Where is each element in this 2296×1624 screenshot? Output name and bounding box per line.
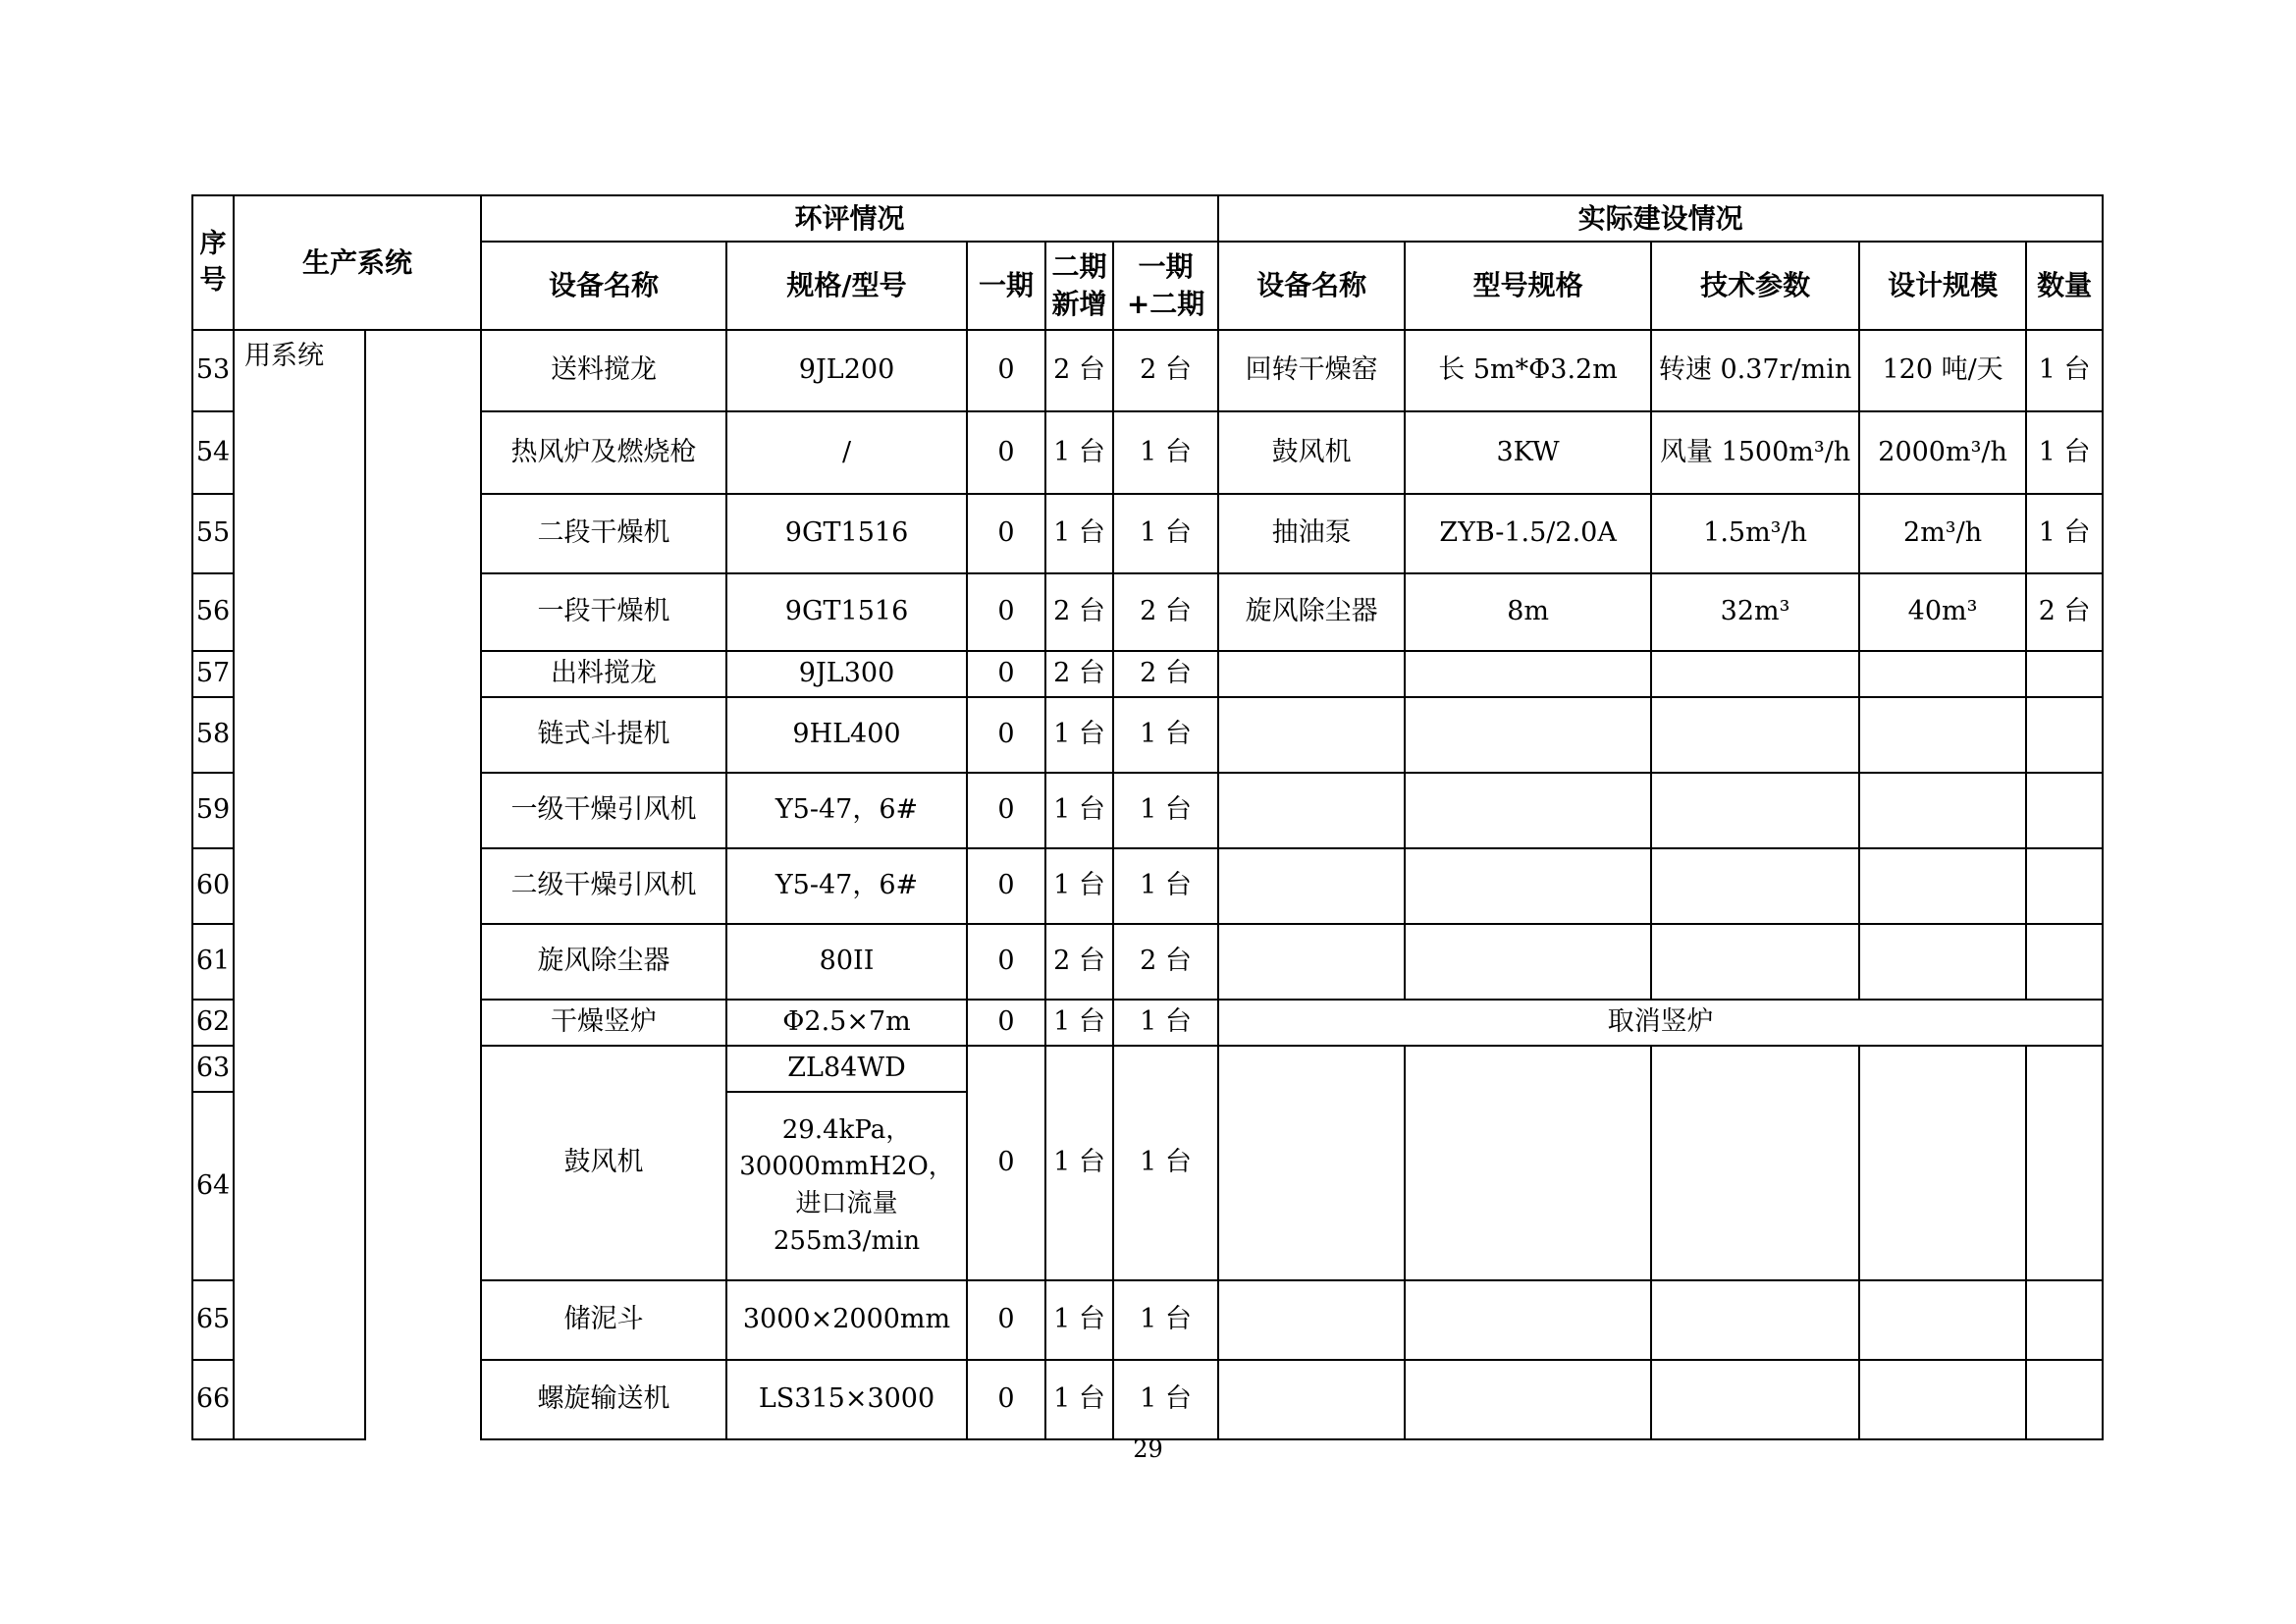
actual-model [1405, 651, 1651, 697]
total-count: 1 台 [1113, 1000, 1218, 1046]
actual-model [1405, 848, 1651, 924]
equipment-spec: 3000×2000mm [726, 1280, 967, 1360]
col-actual-name: 设备名称 [1218, 242, 1405, 330]
col-actual-param: 技术参数 [1651, 242, 1859, 330]
phase1-count: 0 [967, 848, 1045, 924]
actual-model: 长 5m*Φ3.2m [1405, 330, 1651, 411]
phase1-count: 0 [967, 494, 1045, 573]
system-header: 生产系统 [234, 195, 481, 330]
actual-name: 旋风除尘器 [1218, 573, 1405, 651]
seq-header: 序号 [192, 195, 234, 330]
header-row-1 [192, 195, 2103, 242]
equipment-name: 送料搅龙 [481, 330, 726, 411]
row-number: 65 [192, 1280, 234, 1360]
equipment-table [191, 194, 2104, 1440]
phase2-count: 1 台 [1045, 494, 1113, 573]
phase1-count: 0 [967, 330, 1045, 411]
row-number: 61 [192, 924, 234, 1000]
phase1-count: 0 [967, 697, 1045, 773]
actual-name [1218, 1280, 1405, 1360]
actual-param [1651, 1280, 1859, 1360]
total-count: 1 台 [1113, 697, 1218, 773]
actual-scale [1859, 848, 2026, 924]
col-eia-spec: 规格/型号 [726, 242, 967, 330]
actual-scale [1859, 651, 2026, 697]
actual-scale [1859, 773, 2026, 848]
row-number: 56 [192, 573, 234, 651]
equipment-spec: 9JL300 [726, 651, 967, 697]
equipment-spec: 9HL400 [726, 697, 967, 773]
equipment-name: 一段干燥机 [481, 573, 726, 651]
actual-name [1218, 773, 1405, 848]
phase2-count: 1 台 [1045, 1000, 1113, 1046]
actual-name: 回转干燥窑 [1218, 330, 1405, 411]
actual-qty [2026, 1046, 2103, 1280]
total-count: 1 台 [1113, 1280, 1218, 1360]
phase1-count: 0 [967, 1046, 1045, 1280]
actual-group-header: 实际建设情况 [1218, 195, 2103, 242]
equipment-spec: 9JL200 [726, 330, 967, 411]
total-count: 1 台 [1113, 773, 1218, 848]
actual-qty [2026, 924, 2103, 1000]
col-eia-total: 一期+二期 [1113, 242, 1218, 330]
subsystem-cell [365, 330, 481, 1439]
actual-qty [2026, 1360, 2103, 1439]
actual-model [1405, 773, 1651, 848]
equipment-spec: / [726, 411, 967, 494]
actual-qty [2026, 773, 2103, 848]
phase2-count: 2 台 [1045, 651, 1113, 697]
actual-param [1651, 848, 1859, 924]
col-actual-qty: 数量 [2026, 242, 2103, 330]
actual-name [1218, 697, 1405, 773]
phase1-count: 0 [967, 773, 1045, 848]
actual-qty: 1 台 [2026, 411, 2103, 494]
phase2-count: 1 台 [1045, 411, 1113, 494]
actual-name [1218, 1360, 1405, 1439]
actual-param: 1.5m³/h [1651, 494, 1859, 573]
phase2-count: 2 台 [1045, 573, 1113, 651]
phase1-count: 0 [967, 573, 1045, 651]
actual-qty [2026, 1280, 2103, 1360]
actual-model [1405, 1280, 1651, 1360]
actual-scale [1859, 1280, 2026, 1360]
equipment-name: 干燥竖炉 [481, 1000, 726, 1046]
actual-qty: 1 台 [2026, 494, 2103, 573]
row-number: 55 [192, 494, 234, 573]
actual-param [1651, 1046, 1859, 1280]
total-count: 2 台 [1113, 651, 1218, 697]
equipment-name: 二段干燥机 [481, 494, 726, 573]
equipment-spec: 9GT1516 [726, 494, 967, 573]
actual-scale [1859, 697, 2026, 773]
total-count: 2 台 [1113, 330, 1218, 411]
actual-qty: 2 台 [2026, 573, 2103, 651]
page-number: 29 [1133, 1435, 1163, 1463]
equipment-name: 螺旋输送机 [481, 1360, 726, 1439]
actual-scale [1859, 924, 2026, 1000]
actual-name [1218, 924, 1405, 1000]
actual-model [1405, 924, 1651, 1000]
phase2-count: 1 台 [1045, 773, 1113, 848]
equipment-name: 出料搅龙 [481, 651, 726, 697]
total-count: 2 台 [1113, 924, 1218, 1000]
actual-model: ZYB-1.5/2.0A [1405, 494, 1651, 573]
col-eia-phase2-new: 二期新增 [1045, 242, 1113, 330]
equipment-spec: ZL84WD [726, 1046, 967, 1092]
equipment-name: 旋风除尘器 [481, 924, 726, 1000]
phase1-count: 0 [967, 411, 1045, 494]
total-count: 2 台 [1113, 573, 1218, 651]
col-actual-scale: 设计规模 [1859, 242, 2026, 330]
actual-param [1651, 773, 1859, 848]
equipment-name: 一级干燥引风机 [481, 773, 726, 848]
equipment-spec: 80II [726, 924, 967, 1000]
row-number: 64 [192, 1092, 234, 1280]
row-number: 63 [192, 1046, 234, 1092]
col-eia-phase1: 一期 [967, 242, 1045, 330]
actual-note: 取消竖炉 [1218, 1000, 2103, 1046]
actual-model [1405, 1360, 1651, 1439]
phase2-count: 1 台 [1045, 1280, 1113, 1360]
actual-qty [2026, 848, 2103, 924]
phase2-count: 1 台 [1045, 1046, 1113, 1280]
phase1-count: 0 [967, 651, 1045, 697]
total-count: 1 台 [1113, 1360, 1218, 1439]
phase1-count: 0 [967, 1000, 1045, 1046]
actual-name: 抽油泵 [1218, 494, 1405, 573]
equipment-spec: Y5-47，6# [726, 773, 967, 848]
actual-param [1651, 1360, 1859, 1439]
actual-scale [1859, 1360, 2026, 1439]
row-number: 53 [192, 330, 234, 411]
actual-param [1651, 697, 1859, 773]
row-number: 58 [192, 697, 234, 773]
actual-param: 32m³ [1651, 573, 1859, 651]
equipment-spec: 29.4kPa，30000mmH2O，进口流量 255m3/min [726, 1092, 967, 1280]
actual-name [1218, 651, 1405, 697]
eia-group-header: 环评情况 [481, 195, 1218, 242]
total-count: 1 台 [1113, 1046, 1218, 1280]
equipment-spec: 9GT1516 [726, 573, 967, 651]
actual-model: 8m [1405, 573, 1651, 651]
actual-scale [1859, 1046, 2026, 1280]
equipment-spec: Y5-47，6# [726, 848, 967, 924]
phase2-count: 2 台 [1045, 924, 1113, 1000]
actual-model [1405, 1046, 1651, 1280]
actual-param [1651, 924, 1859, 1000]
equipment-name: 储泥斗 [481, 1280, 726, 1360]
equipment-name: 热风炉及燃烧枪 [481, 411, 726, 494]
row-number: 54 [192, 411, 234, 494]
equipment-name: 链式斗提机 [481, 697, 726, 773]
phase2-count: 1 台 [1045, 848, 1113, 924]
actual-qty [2026, 651, 2103, 697]
phase1-count: 0 [967, 1360, 1045, 1439]
total-count: 1 台 [1113, 848, 1218, 924]
actual-scale: 120 吨/天 [1859, 330, 2026, 411]
actual-model [1405, 697, 1651, 773]
phase2-count: 1 台 [1045, 697, 1113, 773]
total-count: 1 台 [1113, 494, 1218, 573]
row-number: 60 [192, 848, 234, 924]
phase2-count: 2 台 [1045, 330, 1113, 411]
equipment-name: 鼓风机 [481, 1046, 726, 1280]
actual-param: 风量 1500m³/h [1651, 411, 1859, 494]
actual-scale: 2000m³/h [1859, 411, 2026, 494]
actual-name: 鼓风机 [1218, 411, 1405, 494]
equipment-spec: Φ2.5×7m [726, 1000, 967, 1046]
actual-param: 转速 0.37r/min [1651, 330, 1859, 411]
system-label: 用系统 [234, 330, 365, 1439]
row-number: 57 [192, 651, 234, 697]
actual-scale: 2m³/h [1859, 494, 2026, 573]
row-number: 59 [192, 773, 234, 848]
phase1-count: 0 [967, 1280, 1045, 1360]
actual-name [1218, 1046, 1405, 1280]
row-number: 66 [192, 1360, 234, 1439]
phase1-count: 0 [967, 924, 1045, 1000]
actual-param [1651, 651, 1859, 697]
equipment-name: 二级干燥引风机 [481, 848, 726, 924]
actual-scale: 40m³ [1859, 573, 2026, 651]
actual-name [1218, 848, 1405, 924]
actual-qty [2026, 697, 2103, 773]
table-row [192, 330, 2103, 411]
phase2-count: 1 台 [1045, 1360, 1113, 1439]
equipment-spec: LS315×3000 [726, 1360, 967, 1439]
col-actual-model: 型号规格 [1405, 242, 1651, 330]
actual-model: 3KW [1405, 411, 1651, 494]
col-eia-name: 设备名称 [481, 242, 726, 330]
actual-qty: 1 台 [2026, 330, 2103, 411]
row-number: 62 [192, 1000, 234, 1046]
total-count: 1 台 [1113, 411, 1218, 494]
